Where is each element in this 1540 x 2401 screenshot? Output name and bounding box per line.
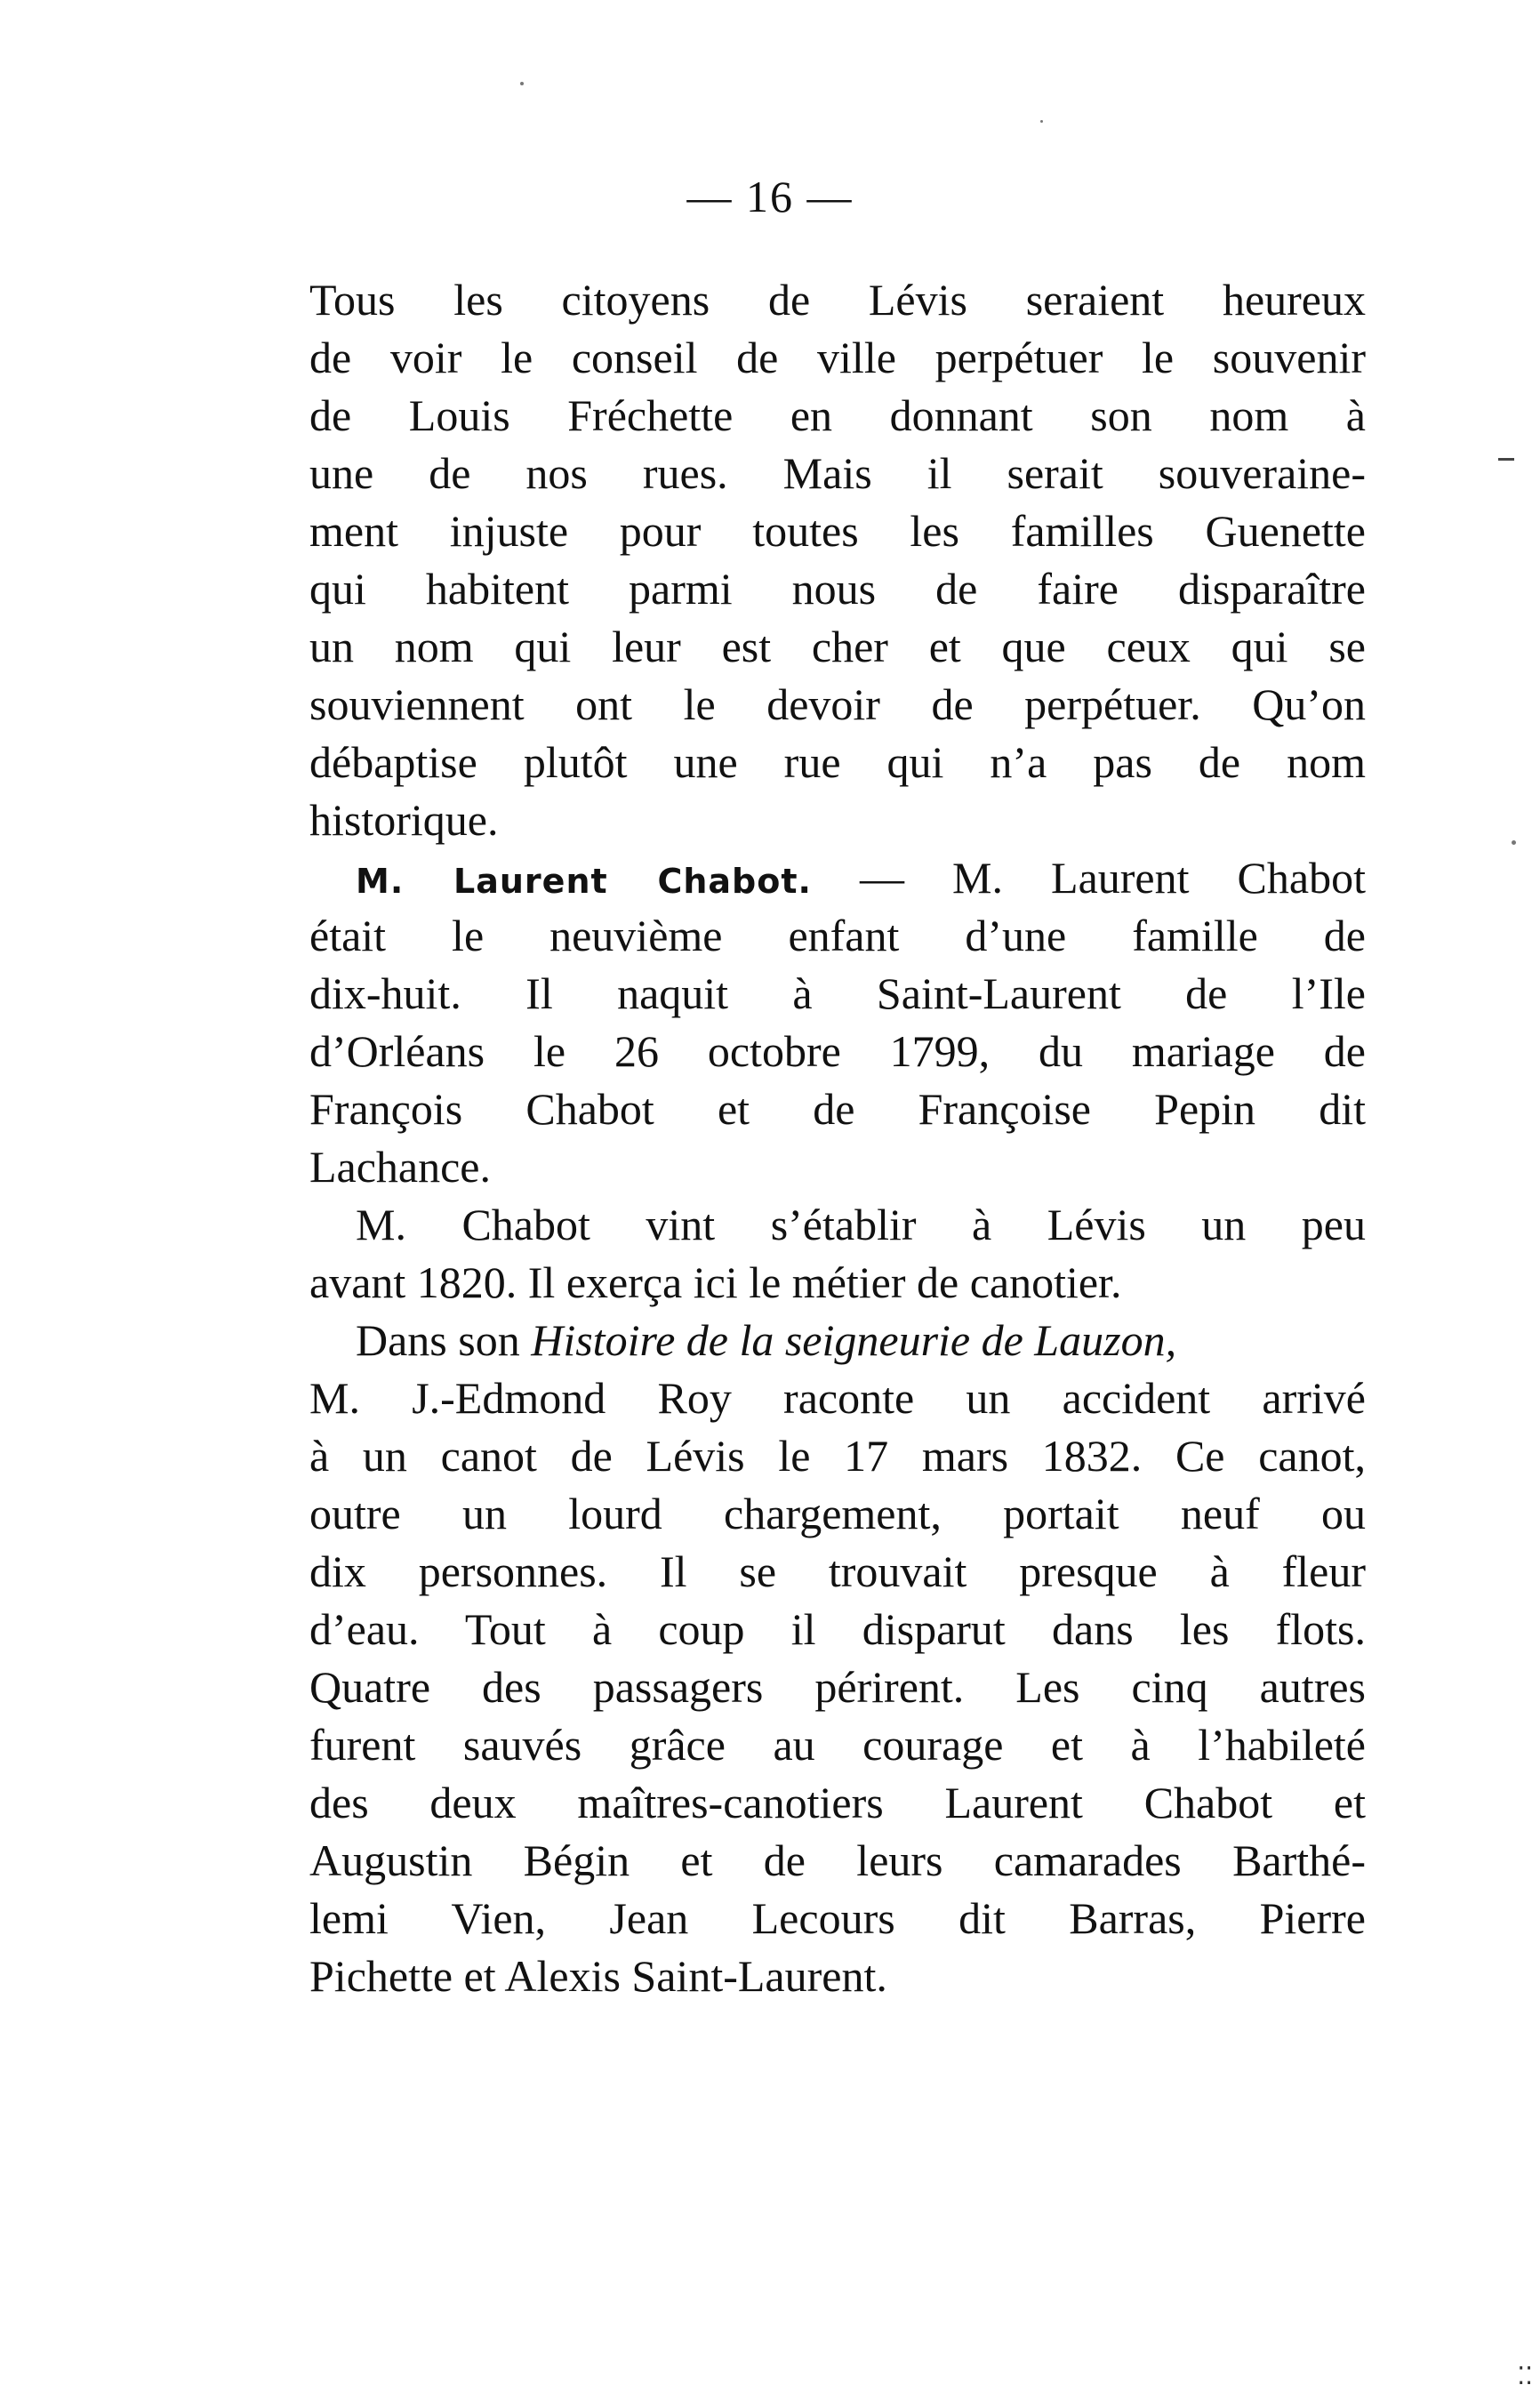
- text-line: François Chabot et de Françoise Pepin dit: [309, 1084, 1366, 1134]
- section-heading: M. Laurent Chabot.: [356, 862, 812, 901]
- text-line: avant 1820. Il exerça ici le métier de canotier.: [309, 1257, 1122, 1307]
- paragraph-guenette: [309, 271, 1366, 849]
- print-speck: [1040, 120, 1043, 123]
- text-span: Dans son: [356, 1315, 520, 1365]
- text-line: historique.: [309, 795, 499, 845]
- print-speck: [1512, 840, 1516, 845]
- text-line: M. J.-Edmond Roy raconte un accident arrivé: [309, 1373, 1366, 1423]
- paragraph-canotier: [309, 1196, 1366, 1312]
- text-line: des deux maîtres-canotiers Laurent Chabot et: [309, 1778, 1366, 1827]
- text-line: qui habitent parmi nous de faire disparaître: [309, 564, 1366, 614]
- text-line: Augustin Bégin et de leurs camarades Barthé-: [309, 1835, 1366, 1885]
- text-line: ment injuste pour toutes les familles Guenette: [309, 506, 1366, 556]
- text-line: à un canot de Lévis le 17 mars 1832. Ce canot,: [309, 1431, 1366, 1481]
- text-line: M. Chabot vint s’établir à Lévis un peu: [356, 1200, 1366, 1249]
- text-line: de Louis Fréchette en donnant son nom à: [309, 390, 1366, 440]
- text-line: de voir le conseil de ville perpétuer le souvenir: [309, 333, 1366, 382]
- text-line: furent sauvés grâce au courage et à l’habileté: [309, 1720, 1366, 1770]
- page-text: [309, 271, 1366, 2005]
- corner-marks: ⁚⁚: [1517, 2361, 1533, 2390]
- text-line: Lachance.: [309, 1142, 492, 1192]
- paragraph-chabot-intro: [309, 849, 1366, 1196]
- book-title: Histoire de la seigneurie de Lauzon,: [531, 1315, 1177, 1365]
- text-line: Quatre des passagers périrent. Les cinq autres: [309, 1662, 1366, 1712]
- text-line: dix personnes. Il se trouvait presque à fleur: [309, 1546, 1366, 1596]
- text-line: [309, 849, 1366, 907]
- text-line: débaptise plutôt une rue qui n’a pas de nom: [309, 737, 1366, 787]
- text-line: d’Orléans le 26 octobre 1799, du mariage de: [309, 1026, 1366, 1076]
- text-line: dix-huit. Il naquit à Saint-Laurent de l’Ile: [309, 968, 1366, 1018]
- text-line: était le neuvième enfant d’une famille de: [309, 911, 1366, 960]
- text-line: lemi Vien, Jean Lecours dit Barras, Pierre: [309, 1893, 1366, 1943]
- text-line: [309, 1312, 1366, 1369]
- page-number: — 16 —: [686, 172, 854, 221]
- text-line: Pichette et Alexis Saint-Laurent.: [309, 1951, 887, 2001]
- margin-mark: [1498, 458, 1514, 461]
- text-line: outre un lourd chargement, portait neuf ou: [309, 1489, 1366, 1538]
- text-line: d’eau. Tout à coup il disparut dans les flots.: [309, 1604, 1366, 1654]
- paragraph-accident: [309, 1312, 1366, 2005]
- text-span: — M. Laurent Chabot: [859, 853, 1366, 903]
- text-line: une de nos rues. Mais il serait souveraine-: [309, 448, 1366, 498]
- text-line: souviennent ont le devoir de perpétuer. Qu’on: [309, 679, 1366, 729]
- text-line: un nom qui leur est cher et que ceux qui se: [309, 622, 1366, 671]
- print-speck: [520, 82, 524, 85]
- text-line: Tous les citoyens de Lévis seraient heureux: [309, 275, 1366, 325]
